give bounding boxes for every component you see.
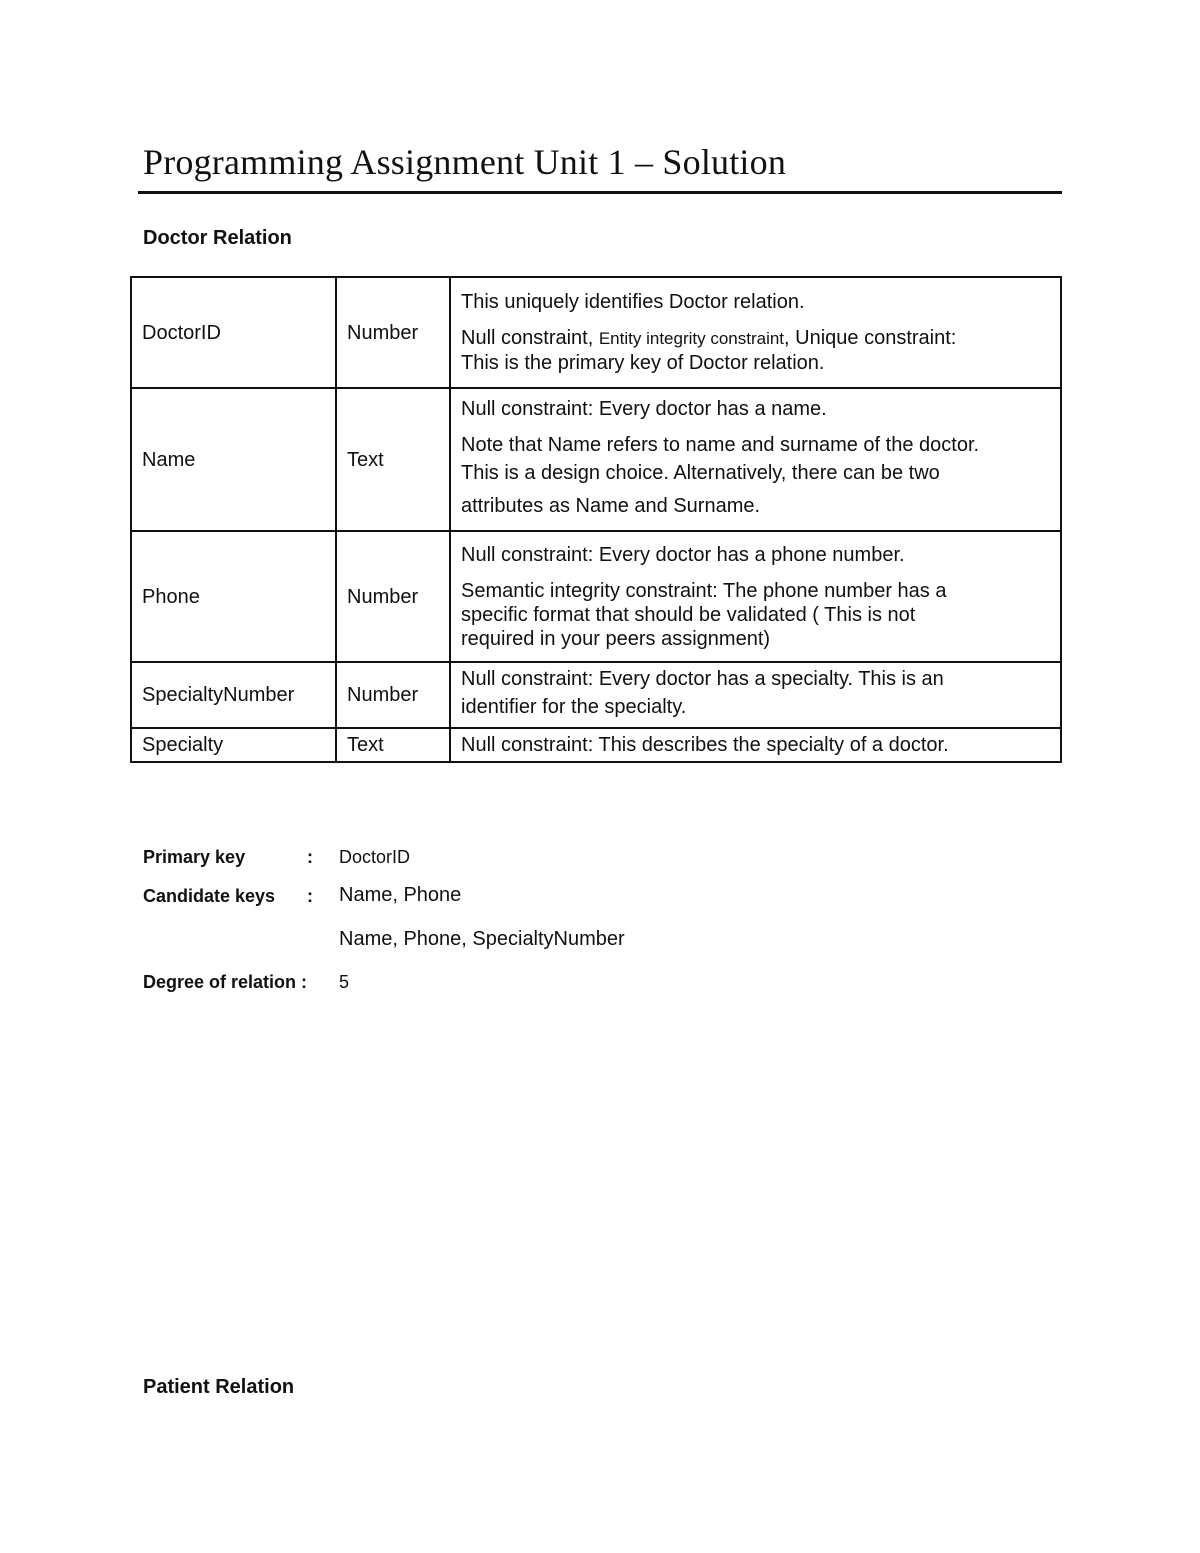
doctor-relation-table bbox=[130, 276, 1062, 763]
description-line: This is the primary key of Doctor relation. bbox=[461, 352, 825, 374]
description-line: This is a design choice. Alternatively, there can be two bbox=[461, 461, 940, 484]
description-line: This uniquely identifies Doctor relation. bbox=[461, 291, 805, 313]
table-row-doctorid bbox=[131, 277, 1061, 388]
degree-of-relation-value: 5 bbox=[339, 972, 350, 992]
attribute-cell: SpecialtyNumber bbox=[131, 662, 336, 728]
patient-relation-heading: Patient Relation bbox=[143, 1376, 295, 1398]
description-line: Null constraint: This describes the specialty of a doctor. bbox=[461, 734, 949, 756]
description-line: required in your peers assignment) bbox=[461, 627, 771, 650]
table-row-specialtynumber bbox=[131, 662, 1061, 728]
doctor-relation-heading: Doctor Relation bbox=[143, 227, 292, 249]
description-fragment: Entity integrity constraint bbox=[598, 329, 785, 348]
type-cell: Number bbox=[336, 531, 450, 662]
attribute-cell: Specialty bbox=[131, 728, 336, 762]
type-cell: Number bbox=[336, 662, 450, 728]
attribute-cell: Name bbox=[131, 388, 336, 531]
description-cell bbox=[450, 277, 1061, 388]
description-cell bbox=[450, 388, 1061, 531]
title-underline bbox=[138, 191, 1062, 194]
description-line: attributes as Name and Surname. bbox=[461, 494, 761, 517]
description-line: Null constraint: Every doctor has a specialty. This is an bbox=[461, 667, 944, 690]
description-line: Null constraint: Every doctor has a phone number. bbox=[461, 543, 905, 566]
description-fragment: Null constraint, bbox=[461, 327, 599, 349]
type-cell: Text bbox=[336, 728, 450, 762]
description-line: identifier for the specialty. bbox=[461, 695, 687, 718]
description-cell bbox=[450, 728, 1061, 762]
primary-key-value: DoctorID bbox=[339, 847, 411, 867]
table-row-phone bbox=[131, 531, 1061, 662]
page-title: Programming Assignment Unit 1 – Solution bbox=[143, 142, 787, 182]
candidate-key-2: Name, Phone, SpecialtyNumber bbox=[339, 928, 625, 950]
description-line: specific format that should be validated ( This is not bbox=[461, 603, 916, 626]
candidate-keys-colon: : bbox=[307, 886, 313, 906]
description-line: Semantic integrity constraint: The phone number has a bbox=[461, 579, 947, 602]
description-fragment: , Unique constraint: bbox=[784, 327, 957, 349]
description-line: Note that Name refers to name and surname of the doctor. bbox=[461, 433, 980, 456]
table-row-specialty bbox=[131, 728, 1061, 762]
attribute-cell: DoctorID bbox=[131, 277, 336, 388]
primary-key-colon: : bbox=[307, 847, 313, 867]
description-cell bbox=[450, 531, 1061, 662]
primary-key-label: Primary key bbox=[143, 847, 246, 867]
description-cell bbox=[450, 662, 1061, 728]
description-line bbox=[461, 326, 1050, 351]
candidate-key-1: Name, Phone bbox=[339, 884, 462, 906]
table-row-name bbox=[131, 388, 1061, 531]
candidate-keys-label: Candidate keys bbox=[143, 886, 276, 906]
type-cell: Text bbox=[336, 388, 450, 531]
description-line: Null constraint: Every doctor has a name. bbox=[461, 397, 827, 420]
type-cell: Number bbox=[336, 277, 450, 388]
attribute-cell: Phone bbox=[131, 531, 336, 662]
degree-of-relation-label: Degree of relation : bbox=[143, 972, 308, 992]
